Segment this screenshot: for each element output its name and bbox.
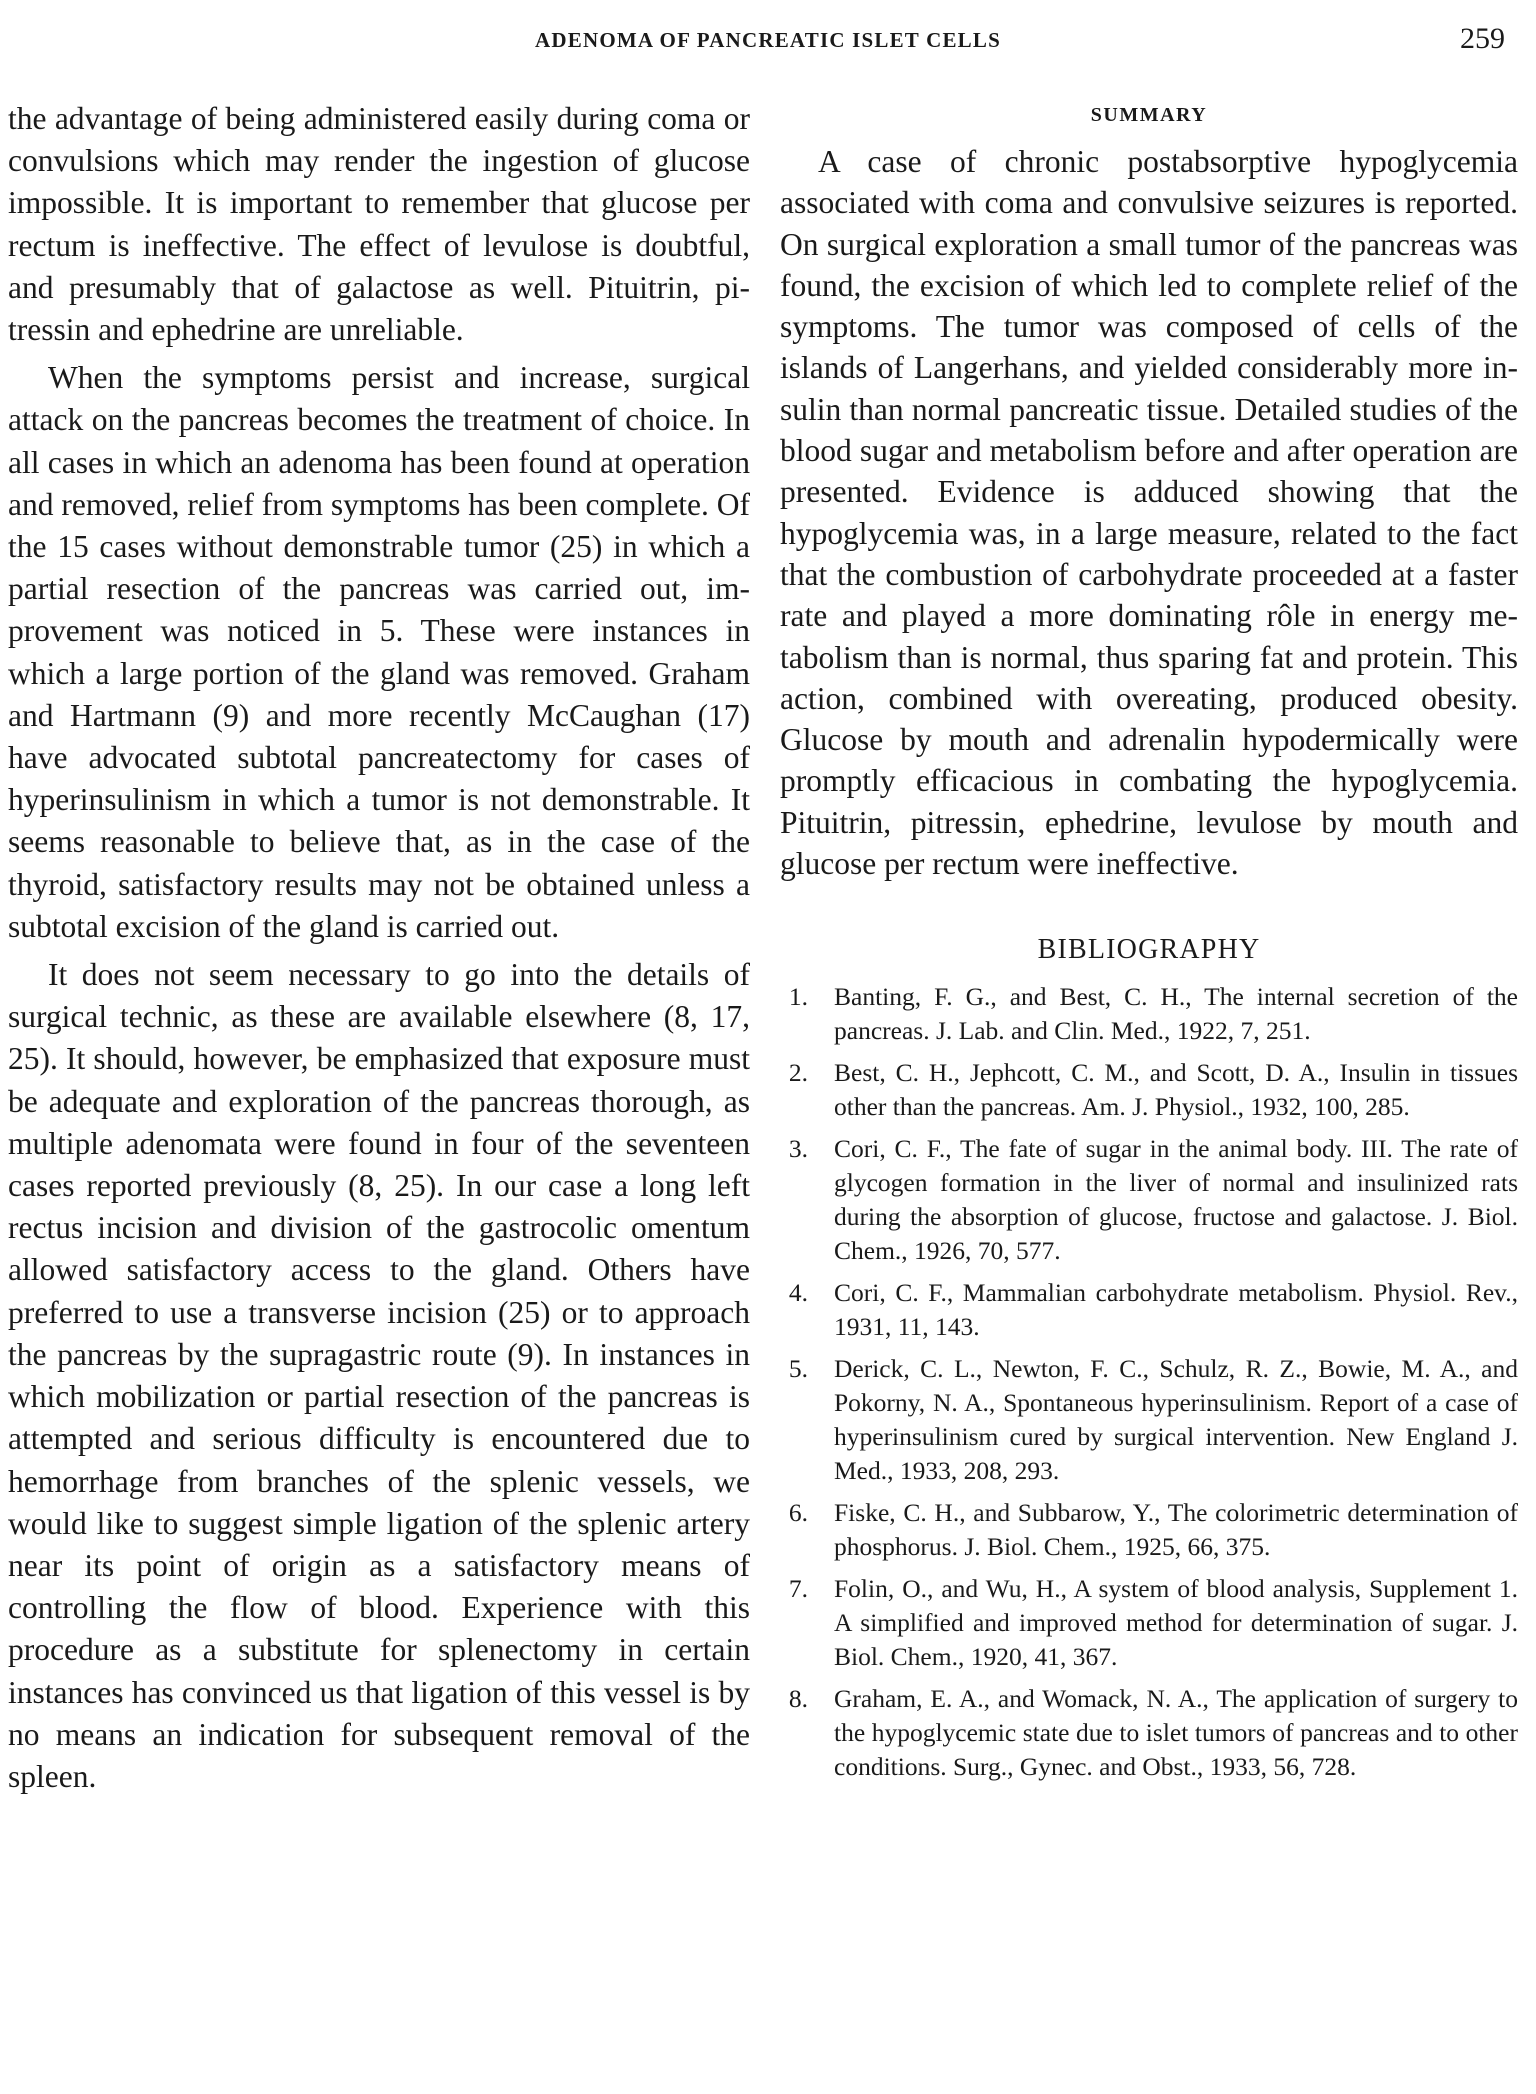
reference-text: Folin, O., and Wu, H., A system of blood analysis, Supplement 1. A simplified and improved method for determination of sugar. J. Biol. Chem., 1920, 41, 367.: [834, 1574, 1518, 1672]
body-paragraph-2: When the symptoms persist and increase, surgical attack on the pancreas becomes the treatment of choice. In all cases in which an adenoma has been found at operation and removed, relief from symptoms has been complete. Of the 15 cases without demonstrable tumor (25) in which a partial resection of the pancreas was carried out, improvement was noticed in 5. These were instances in which a large portion of the gland was removed. Graham and Hartmann (9) and more recently McCaughan (17) have advocated subtotal pancreatectomy for cases of hyperinsulinism in which a tumor is not demonstrable. It seems reasonable to believe that, as in the case of the thyroid, satisfactory results may not be obtained unless a subtotal excision of the gland is carried out.: [8, 360, 750, 944]
summary-paragraph: A case of chronic postabsorptive hypoglycemia associated with coma and convulsive seizures is reported. On surgical exploration a small tumor of the pancreas was found, the excision of which led to complete relief of the symptoms. The tumor was composed of cells of the islands of Langerhans, and yielded considerably more insulin than normal pancreatic tissue. Detailed studies of the blood sugar and metabolism before and after operation are presented. Evidence is adduced showing that the hypoglycemia was, in a large measure, related to the fact that the combustion of carbohydrate proceeded at a faster rate and played a more dominating rôle in energy metabolism than is normal, thus sparing fat and protein. This action, combined with overeating, produced obesity. Glucose by mouth and adrenalin hypodermically were promptly efficacious in combating the hypoglycemia. Pituitrin, pitressin, ephedrine, levulose by mouth and glucose per rectum were ineffective.: [780, 144, 1518, 882]
reference-text: Derick, C. L., Newton, F. C., Schulz, R. Z., Bowie, M. A., and Pokorny, N. A., Spontaneous hyperinsulinism. Report of a case of hyperinsulinism cured by surgical intervention. New England J. Med., 1933, 208, 293.: [834, 1354, 1518, 1486]
reference-text: Fiske, C. H., and Subbarow, Y., The colorimetric determination of phosphorus. J. Biol. Chem., 1925, 66, 375.: [834, 1498, 1518, 1562]
reference-number: 6 .: [789, 1496, 808, 1530]
right-column: [780, 104, 1518, 1792]
reference-number: 5 .: [789, 1352, 808, 1386]
reference-number: 7 .: [789, 1572, 808, 1606]
bibliography-heading: BIBLIOGRAPHY: [1037, 934, 1261, 966]
reference-item: [780, 1352, 1518, 1488]
running-head: ADENOMA OF PANCREATIC ISLET CELLS: [535, 28, 1001, 52]
reference-list: [780, 980, 1518, 1784]
reference-number: 8 .: [789, 1682, 808, 1716]
reference-text: Cori, C. F., The fate of sugar in the animal body. III. The rate of glycogen formation in the liver of normal and insulinized rats during the absorption of glucose, fructose and galactose. J. Biol. Chem., 1926, 70, 577.: [834, 1134, 1518, 1266]
reference-item: [780, 1496, 1518, 1564]
reference-item: [780, 1682, 1518, 1784]
reference-number: 4 .: [789, 1276, 808, 1310]
reference-text: Banting, F. G., and Best, C. H., The internal secretion of the pancreas. J. Lab. and Clin. Med., 1922, 7, 251.: [834, 982, 1518, 1046]
page-number: 259: [1460, 22, 1505, 55]
body-paragraph-1: the advantage of being administered easily during coma or convulsions which may render the ingestion of glucose impossible. It is important to remember that glucose per rectum is ineffective. The effect of levulose is doubtful, and presumably that of galactose as well. Pituitrin, pitressin and ephedrine are unreliable.: [8, 101, 750, 348]
reference-text: Cori, C. F., Mammalian carbohydrate metabolism. Physiol. Rev., 1931, 11, 143.: [834, 1278, 1518, 1342]
reference-text: Best, C. H., Jephcott, C. M., and Scott, D. A., Insulin in tissues other than the pancreas. Am. J. Physiol., 1932, 100, 285.: [834, 1058, 1518, 1122]
reference-number: 3 .: [789, 1132, 808, 1166]
reference-item: [780, 1056, 1518, 1124]
body-paragraph-3: It does not seem necessary to go into the details of surgical technic, as these are available elsewhere (8, 17, 25). It should, however, be emphasized that exposure must be adequate and exploration of the pancreas thorough, as multiple adenomata were found in four of the seventeen cases reported previously (8, 25). In our case a long left rectus incision and division of the gastrocolic omentum allowed satisfactory access to the gland. Others have preferred to use a transverse incision (25) or to approach the pancreas by the supragastric route (9). In instances in which mobilization or partial resection of the pancreas is attempted and serious difficulty is encountered due to hemorrhage from branches of the splenic vessels, we would like to suggest simple ligation of the splenic artery near its point of origin as a satisfactory means of controlling the flow of blood. Experience with this procedure as a substitute for splenectomy in certain instances has convinced us that ligation of this vessel is by no means an indication for subsequent removal of the spleen.: [8, 957, 750, 1794]
reference-item: [780, 1572, 1518, 1674]
reference-item: [780, 1276, 1518, 1344]
reference-text: Graham, E. A., and Womack, N. A., The application of surgery to the hypoglycemic state due to islet tumors of pancreas and to other conditions. Surg., Gynec. and Obst., 1933, 56, 728.: [834, 1684, 1518, 1782]
summary-heading: SUMMARY: [1090, 104, 1208, 126]
reference-item: [780, 1132, 1518, 1268]
reference-number: 1 .: [789, 980, 808, 1014]
reference-item: [780, 980, 1518, 1048]
reference-number: 2 .: [789, 1056, 808, 1090]
left-column: [8, 98, 750, 1798]
